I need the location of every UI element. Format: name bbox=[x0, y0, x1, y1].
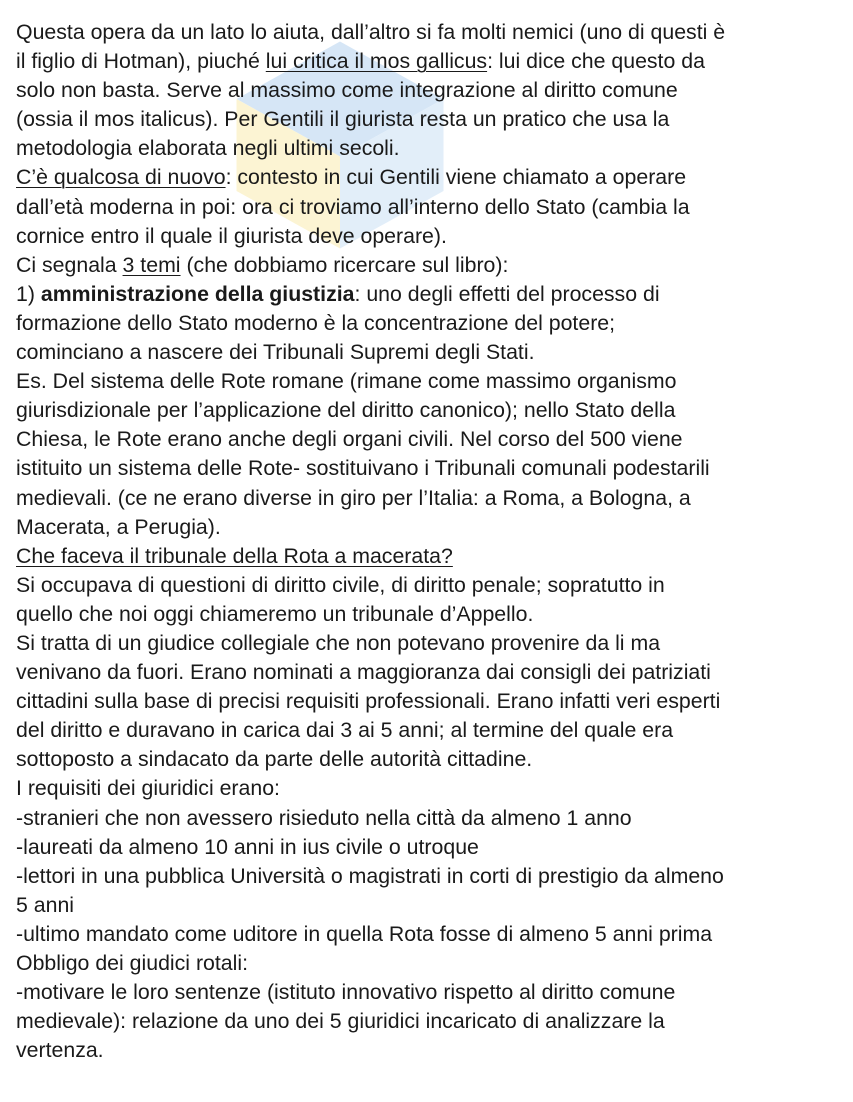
text-line bbox=[16, 47, 848, 76]
underlined-text: C’è qualcosa di nuovo bbox=[16, 165, 226, 190]
text-segment: 5 anni bbox=[16, 892, 75, 917]
text-segment: il figlio di Hotman), piuché bbox=[16, 49, 266, 74]
text-segment: del diritto e duravano in carica dai 3 ai 5 anni; al termine del quale era bbox=[16, 718, 674, 743]
text-line bbox=[16, 105, 848, 134]
text-line bbox=[16, 222, 848, 251]
text-line bbox=[16, 454, 848, 483]
text-line bbox=[16, 280, 848, 309]
text-segment: 1) bbox=[16, 281, 41, 306]
text-segment: Si tratta di un giudice collegiale che non potevano provenire da li ma bbox=[16, 630, 661, 655]
text-segment: -laureati da almeno 10 anni in ius civile o utroque bbox=[16, 834, 479, 859]
text-line bbox=[16, 396, 848, 425]
text-segment: -ultimo mandato come uditore in quella Rota fosse di almeno 5 anni prima bbox=[16, 921, 713, 946]
text-line bbox=[16, 774, 848, 803]
text-line bbox=[16, 804, 848, 833]
text-segment: giurisdizionale per l’applicazione del diritto canonico); nello Stato della bbox=[16, 398, 676, 423]
text-line bbox=[16, 76, 848, 105]
text-segment: solo non basta. Serve al massimo come integrazione al diritto comune bbox=[16, 78, 678, 103]
text-segment: quello che noi oggi chiameremo un tribunale d’Appello. bbox=[16, 601, 534, 626]
text-segment: dall’età moderna in poi: ora ci troviamo all’interno dello Stato (cambia la bbox=[16, 194, 690, 219]
bold-text: amministrazione della giustizia bbox=[40, 281, 355, 306]
text-segment: medievali. (ce ne erano diverse in giro per l’Italia: a Roma, a Bologna, a bbox=[16, 485, 691, 510]
text-segment: istituito un sistema delle Rote- sostituivano i Tribunali comunali podestarili bbox=[16, 456, 710, 481]
text-line bbox=[16, 163, 848, 192]
text-segment: (ossia il mos italicus). Per Gentili il giurista resta un pratico che usa la bbox=[16, 107, 670, 132]
text-segment: sottoposto a sindacato da parte delle autorità cittadine. bbox=[16, 747, 533, 772]
text-segment: medievale): relazione da uno dei 5 giuridici incaricato di analizzare la bbox=[16, 1009, 665, 1034]
text-segment: cittadini sulla base di precisi requisiti professionali. Erano infatti veri esperti bbox=[16, 689, 721, 714]
text-segment: metodologia elaborata negli ultimi secoli. bbox=[16, 136, 400, 161]
text-segment: : uno degli effetti del processo di bbox=[354, 281, 660, 306]
text-line bbox=[16, 745, 848, 774]
document-body bbox=[16, 18, 848, 1065]
text-line bbox=[16, 629, 848, 658]
text-line bbox=[16, 513, 848, 542]
text-line bbox=[16, 571, 848, 600]
text-segment: -stranieri che non avessero risieduto nella città da almeno 1 anno bbox=[16, 805, 632, 830]
text-line bbox=[16, 658, 848, 687]
text-segment: cominciano a nascere dei Tribunali Supremi degli Stati. bbox=[16, 340, 535, 365]
text-line bbox=[16, 891, 848, 920]
underlined-text: 3 temi bbox=[122, 252, 181, 277]
text-line bbox=[16, 716, 848, 745]
text-segment: Si occupava di questioni di diritto civile, di diritto penale; sopratutto in bbox=[16, 572, 665, 597]
text-line bbox=[16, 920, 848, 949]
text-line bbox=[16, 949, 848, 978]
text-segment: venivano da fuori. Erano nominati a maggioranza dai consigli dei patriziati bbox=[16, 660, 711, 685]
text-line bbox=[16, 134, 848, 163]
underlined-text: lui critica il mos gallicus bbox=[265, 49, 488, 74]
text-segment: Ci segnala bbox=[16, 252, 123, 277]
text-line bbox=[16, 484, 848, 513]
text-line bbox=[16, 367, 848, 396]
text-segment: Questa opera da un lato lo aiuta, dall’altro si fa molti nemici (uno di questi è bbox=[16, 20, 726, 44]
text-line bbox=[16, 862, 848, 891]
text-segment: : contesto in cui Gentili viene chiamato a operare bbox=[225, 165, 687, 190]
text-line bbox=[16, 338, 848, 367]
text-line bbox=[16, 18, 848, 47]
text-line bbox=[16, 309, 848, 338]
text-line bbox=[16, 1007, 848, 1036]
text-segment: (che dobbiamo ricercare sul libro): bbox=[180, 252, 509, 277]
text-segment: -motivare le loro sentenze (istituto innovativo rispetto al diritto comune bbox=[16, 980, 676, 1005]
text-segment: cornice entro il quale il giurista deve operare). bbox=[16, 223, 447, 248]
text-line bbox=[16, 542, 848, 571]
text-line bbox=[16, 600, 848, 629]
text-line bbox=[16, 193, 848, 222]
text-segment: Es. Del sistema delle Rote romane (rimane come massimo organismo bbox=[16, 369, 677, 394]
underlined-text: Che faceva il tribunale della Rota a macerata? bbox=[16, 543, 453, 568]
text-line bbox=[16, 978, 848, 1007]
text-segment: Macerata, a Perugia). bbox=[16, 514, 221, 539]
text-line bbox=[16, 425, 848, 454]
text-segment: I requisiti dei giuridici erano: bbox=[16, 776, 280, 801]
text-segment: Obbligo dei giudici rotali: bbox=[16, 951, 249, 975]
text-line bbox=[16, 833, 848, 862]
text-line bbox=[16, 251, 848, 280]
text-segment: : lui dice che questo da bbox=[487, 49, 705, 74]
text-segment: formazione dello Stato moderno è la concentrazione del potere; bbox=[16, 310, 616, 335]
text-segment: vertenza. bbox=[16, 1038, 104, 1063]
text-line bbox=[16, 687, 848, 716]
text-line bbox=[16, 1036, 848, 1065]
text-segment: -lettori in una pubblica Università o magistrati in corti di prestigio da almeno bbox=[16, 863, 724, 888]
text-segment: Chiesa, le Rote erano anche degli organi civili. Nel corso del 500 viene bbox=[16, 427, 683, 452]
